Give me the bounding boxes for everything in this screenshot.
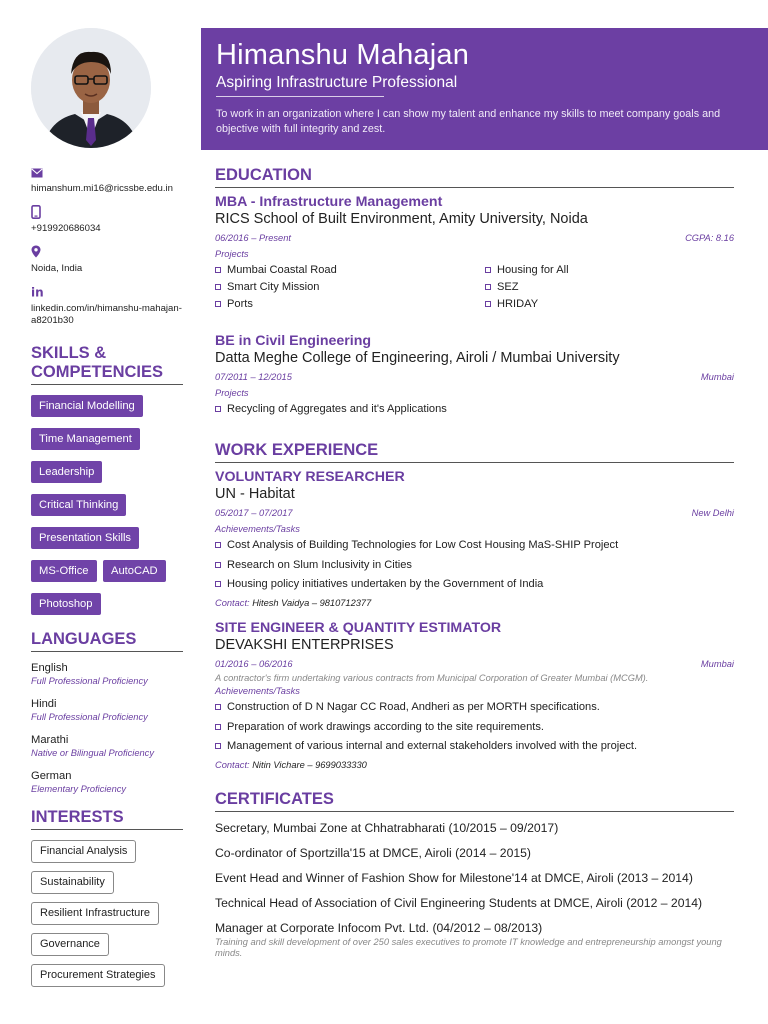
job-description: A contractor's firm undertaking various contracts from Municipal Corporation of Greater Mumbai (MCGM).	[215, 673, 649, 683]
job-role: VOLUNTARY RESEARCHER	[215, 469, 405, 485]
location-icon	[31, 245, 183, 261]
bullet-icon	[215, 562, 221, 568]
projects-label: Projects	[215, 249, 249, 259]
list-item: Ports	[215, 297, 485, 311]
language-level: Elementary Proficiency	[31, 784, 127, 794]
contact-value: Hitesh Vaidya – 9810712377	[252, 598, 372, 608]
list-item: Research on Slum Inclusivity in Cities	[215, 558, 734, 572]
svg-text:in: in	[31, 286, 44, 298]
bullet-icon	[215, 581, 221, 587]
job-meta	[215, 507, 734, 519]
projects-label: Projects	[215, 388, 249, 398]
skill-tag: Photoshop	[31, 593, 101, 615]
contact-phone-text: +919920686034	[31, 223, 101, 234]
certificate-description: Training and skill development of over 250 sales executives to promote IT knowledge and entrepreneurship amongst young minds.	[215, 937, 722, 958]
interest-tag: Procurement Strategies	[31, 964, 165, 987]
candidate-name: Himanshu Mahajan	[216, 39, 470, 71]
language-name: Hindi	[31, 698, 57, 710]
skill-tag: Presentation Skills	[31, 527, 139, 549]
bullet-icon	[485, 267, 491, 273]
sidebar	[31, 165, 183, 995]
contact-email[interactable]	[31, 165, 183, 195]
certificate-item: Technical Head of Association of Civil Engineering Students at DMCE, Airoli (2012 – 2014)	[215, 896, 703, 910]
bullet-icon	[215, 267, 221, 273]
main-content	[215, 165, 734, 959]
contact-linkedin[interactable]	[31, 285, 183, 327]
job-location: New Delhi	[691, 508, 734, 518]
job-organization: DEVAKSHI ENTERPRISES	[215, 637, 394, 653]
job-contact	[215, 759, 734, 771]
list-item: Cost Analysis of Building Technologies for Low Cost Housing MaS-SHIP Project	[215, 538, 734, 552]
list-item: Management of various internal and external stakeholders involved with the project.	[215, 739, 734, 753]
education-entry-be	[215, 333, 734, 416]
interest-tag: Governance	[31, 933, 109, 956]
school-name: RICS School of Built Environment, Amity University, Noida	[215, 211, 588, 227]
contact-email-text: himanshum.mi16@ricssbe.edu.in	[31, 183, 173, 194]
linkedin-icon	[31, 285, 183, 301]
job-role: SITE ENGINEER & QUANTITY ESTIMATOR	[215, 620, 502, 636]
email-icon	[31, 165, 183, 181]
skill-tag: Critical Thinking	[31, 494, 126, 516]
list-item: SEZ	[485, 280, 725, 294]
certificate-item: Secretary, Mumbai Zone at Chhatrabharati (10/2015 – 09/2017)	[215, 821, 559, 835]
languages-list	[31, 662, 183, 795]
skill-tag: AutoCAD	[103, 560, 166, 582]
certificate-item: Manager at Corporate Infocom Pvt. Ltd. (04/2012 – 08/2013)	[215, 921, 543, 935]
job-meta	[215, 658, 734, 670]
job-organization: UN - Habitat	[215, 486, 295, 502]
list-item: Housing for All	[485, 263, 725, 277]
list-item: Housing policy initiatives undertaken by the Government of India	[215, 577, 734, 591]
work-entry-devakshi	[215, 620, 734, 771]
skills-heading: SKILLS & COMPETENCIES	[31, 344, 183, 385]
contact-value: Nitin Vichare – 9699033330	[252, 760, 367, 770]
skill-tag: MS-Office	[31, 560, 97, 582]
tasks-label: Achievements/Tasks	[215, 524, 300, 534]
list-item: Preparation of work drawings according to the site requirements.	[215, 720, 734, 734]
language-level: Native or Bilingual Proficiency	[31, 748, 154, 758]
summary-text: To work in an organization where I can show my talent and enhance my skills to meet company goals and objective with full integrity and zest.	[216, 108, 721, 135]
school-name: Datta Meghe College of Engineering, Airoli / Mumbai University	[215, 350, 620, 366]
tasks-label: Achievements/Tasks	[215, 686, 300, 696]
bullet-icon	[215, 724, 221, 730]
bullet-icon	[485, 284, 491, 290]
job-dates: 01/2016 – 06/2016	[215, 659, 293, 669]
list-item: Construction of D N Nagar CC Road, Andheri as per MORTH specifications.	[215, 700, 734, 714]
degree-title: MBA - Infrastructure Management	[215, 194, 443, 210]
bullet-icon	[215, 284, 221, 290]
interest-tag: Financial Analysis	[31, 840, 136, 863]
certificate-item: Event Head and Winner of Fashion Show for Milestone'14 at DMCE, Airoli (2013 – 2014)	[215, 871, 693, 885]
language-level: Full Professional Proficiency	[31, 676, 148, 686]
profile-photo	[31, 28, 151, 148]
interests-heading: INTERESTS	[31, 808, 183, 830]
language-level: Full Professional Proficiency	[31, 712, 148, 722]
list-item: HRIDAY	[485, 297, 725, 311]
job-dates: 05/2017 – 07/2017	[215, 508, 293, 518]
education-heading: EDUCATION	[215, 165, 734, 188]
interests-list	[31, 840, 183, 995]
header-banner	[201, 28, 768, 150]
phone-icon	[31, 205, 183, 221]
language-name: English	[31, 662, 68, 674]
bullet-icon	[215, 743, 221, 749]
education-location: Mumbai	[700, 372, 734, 382]
bullet-icon	[215, 704, 221, 710]
projects-list	[215, 402, 734, 416]
tasks-list	[215, 538, 734, 591]
job-contact	[215, 597, 734, 609]
interest-tag: Sustainability	[31, 871, 114, 894]
certificates-heading: CERTIFICATES	[215, 789, 734, 812]
contact-label: Contact:	[215, 760, 250, 770]
bullet-icon	[215, 406, 221, 412]
list-item: Mumbai Coastal Road	[215, 263, 485, 277]
job-location: Mumbai	[700, 659, 734, 669]
contact-linkedin-text: linkedin.com/in/himanshu-mahajan-a8201b30	[31, 303, 182, 326]
contact-location-text: Noida, India	[31, 263, 83, 274]
certificate-item: Co-ordinator of Sportzilla'15 at DMCE, Airoli (2014 – 2015)	[215, 846, 531, 860]
skill-tag: Financial Modelling	[31, 395, 143, 417]
languages-heading: LANGUAGES	[31, 630, 183, 652]
bullet-icon	[215, 301, 221, 307]
degree-title: BE in Civil Engineering	[215, 333, 372, 349]
language-name: German	[31, 770, 72, 782]
skill-tag: Time Management	[31, 428, 140, 450]
list-item: Smart City Mission	[215, 280, 485, 294]
tasks-list	[215, 700, 734, 753]
work-entry-un-habitat	[215, 469, 734, 609]
list-item: Recycling of Aggregates and it's Applications	[215, 402, 734, 416]
contact-label: Contact:	[215, 598, 250, 608]
education-dates: 06/2016 – Present	[215, 233, 291, 243]
interest-tag: Resilient Infrastructure	[31, 902, 159, 925]
title-rule	[216, 96, 384, 97]
education-dates: 07/2011 – 12/2015	[215, 372, 292, 382]
contact-phone[interactable]	[31, 205, 183, 235]
contact-location	[31, 245, 183, 275]
skill-tag: Leadership	[31, 461, 102, 483]
certificates-list	[215, 821, 734, 959]
person-portrait-icon	[31, 28, 151, 148]
skills-list	[31, 395, 183, 626]
education-cgpa: CGPA: 8.16	[685, 233, 734, 243]
candidate-title: Aspiring Infrastructure Professional	[216, 74, 458, 91]
bullet-icon	[485, 301, 491, 307]
language-name: Marathi	[31, 734, 69, 746]
work-heading: WORK EXPERIENCE	[215, 440, 734, 463]
bullet-icon	[215, 542, 221, 548]
education-entry-mba	[215, 194, 734, 311]
projects-list	[215, 263, 734, 311]
education-meta	[215, 232, 734, 244]
education-meta	[215, 371, 734, 383]
